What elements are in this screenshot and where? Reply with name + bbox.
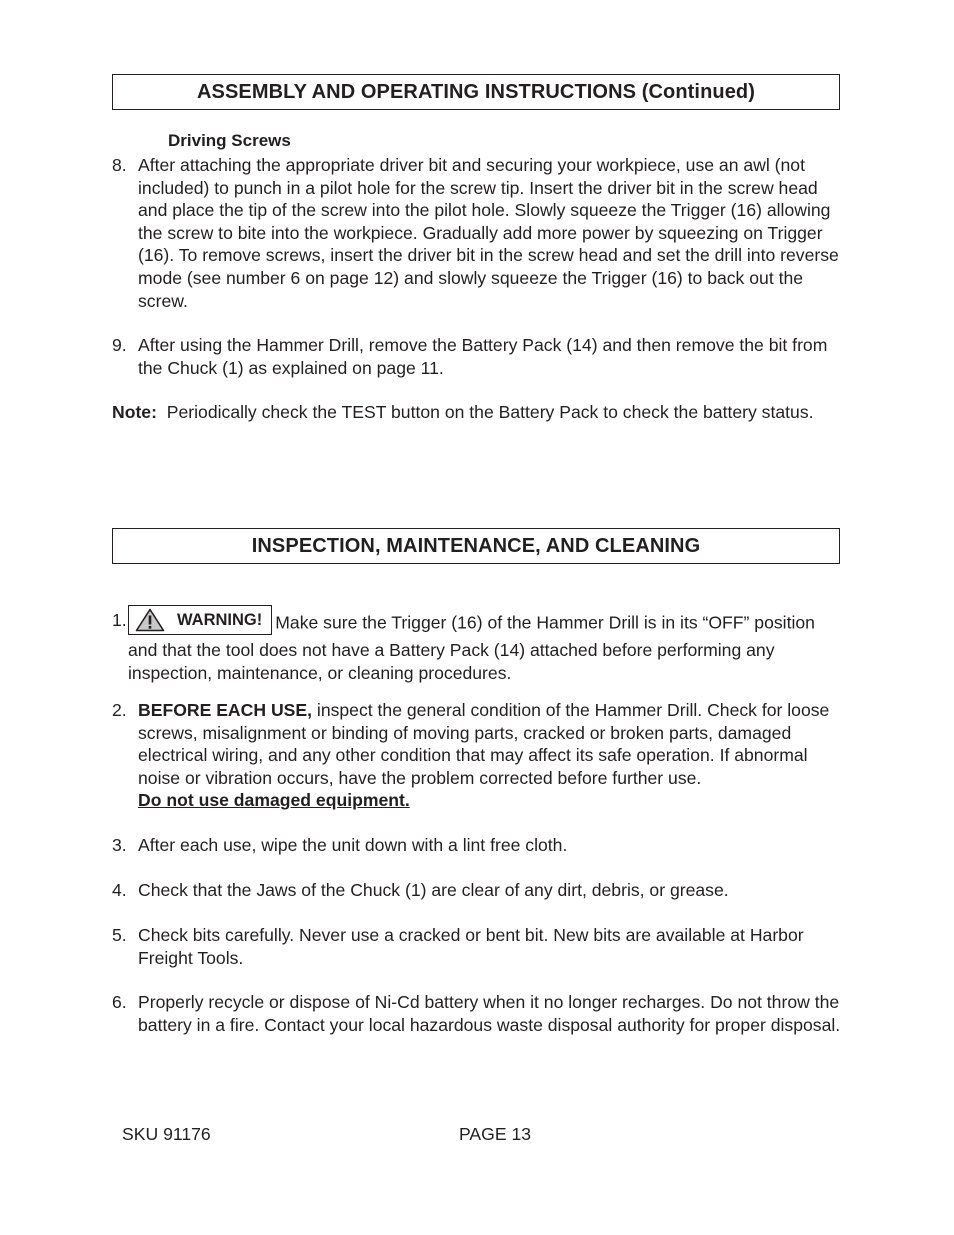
list-item [112, 879, 847, 902]
list-item [112, 699, 847, 812]
item-text: After attaching the appropriate driver bit and securing your workpiece, use an awl (not included) to punch in a pilot hole for the screw tip. Insert the driver bit in the screw head and place the tip of the screw into the pilot hole. Slowly squeeze the Trigger (16) allowing the screw to bite into the workpiece. Gradually add more power by squeezing on Trigger (16). To remove screws, insert the driver bit in the screw head and set the drill into reverse mode (see number 6 on page 12) and slowly squeeze the Trigger (16) to back out the screw. [138, 155, 839, 311]
item-number: 4. [112, 880, 127, 900]
item-number: 5. [112, 925, 127, 945]
item-number: 9. [112, 335, 127, 355]
list-item-warning [112, 609, 847, 684]
warning-label: WARNING! [177, 610, 263, 629]
list-item [112, 834, 847, 857]
item-number: 1. [112, 610, 127, 630]
item-text: Properly recycle or dispose of Ni-Cd battery when it no longer recharges. Do not throw the battery in a fire. Contact your local hazardous waste disposal authority for proper disposal. [138, 992, 841, 1035]
list-item [112, 991, 847, 1036]
note-text: Periodically check the TEST button on the Battery Pack to check the battery status. [166, 402, 814, 422]
item-tail-warning: Do not use damaged equipment. [138, 790, 410, 811]
item-text: Check bits carefully. Never use a cracked or bent bit. New bits are available at Harbor Freight Tools. [138, 925, 804, 968]
footer-sku: SKU 91176 [122, 1124, 211, 1144]
warning-triangle-icon [135, 608, 165, 632]
item-lead: BEFORE EACH USE, [138, 700, 313, 720]
item-body [128, 609, 847, 684]
section-title: ASSEMBLY AND OPERATING INSTRUCTIONS (Continued) [196, 80, 756, 103]
item-text: After using the Hammer Drill, remove the Battery Pack (14) and then remove the bit from the Chuck (1) as explained on page 11. [138, 335, 828, 378]
item-number: 3. [112, 835, 127, 855]
item-text: Make sure the Trigger (16) of the Hammer Drill is in its “OFF” position and that the tool does not have a Battery Pack (14) attached before performing any inspection, maintenance, or cleaning procedures. [128, 612, 815, 683]
section-title: INSPECTION, MAINTENANCE, AND CLEANING [251, 534, 701, 557]
note-label: Note: [112, 402, 157, 422]
list-item [112, 924, 847, 969]
note-paragraph [112, 401, 832, 424]
section-header-assembly [112, 74, 840, 110]
item-number: 6. [112, 992, 127, 1012]
item-number: 2. [112, 700, 127, 720]
warning-box [128, 605, 272, 635]
item-number: 8. [112, 155, 127, 175]
list-item [112, 334, 847, 379]
item-text: Check that the Jaws of the Chuck (1) are clear of any dirt, debris, or grease. [138, 880, 729, 900]
subheading-driving-screws: Driving Screws [168, 131, 291, 150]
footer-page-number: PAGE 13 [459, 1124, 532, 1144]
item-text: After each use, wipe the unit down with a lint free cloth. [138, 835, 568, 855]
item-text: inspect the general condition of the Hammer Drill. Check for loose screws, misalignment or binding of moving parts, cracked or broken parts, damaged electrical wiring, and any other condition that may affect its safe operation. If abnormal noise or vibration occurs, have the problem corrected before further use. [138, 700, 830, 788]
section-header-inspection [112, 528, 840, 564]
item-body [138, 699, 847, 812]
list-item [112, 154, 847, 312]
